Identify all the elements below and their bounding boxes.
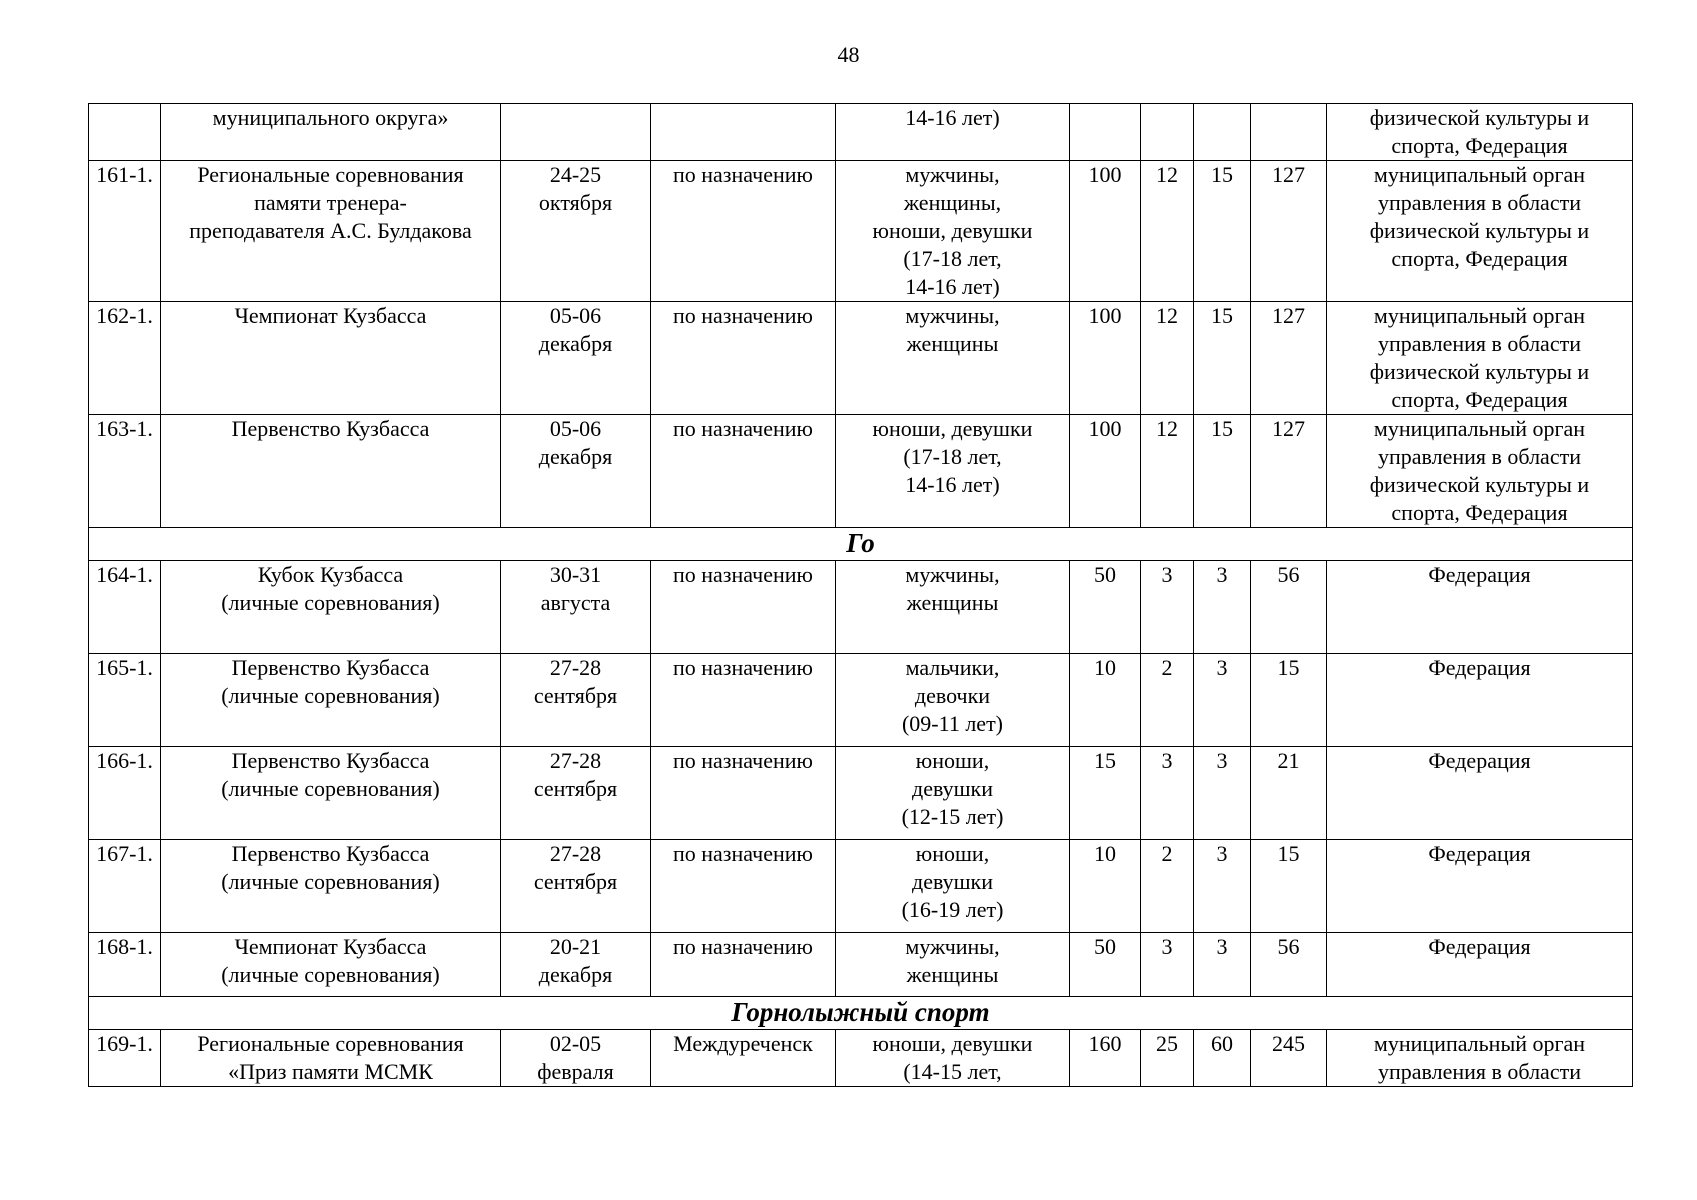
count-3 <box>1194 104 1251 161</box>
count-2: 3 <box>1141 747 1194 840</box>
count-total: 56 <box>1251 933 1327 997</box>
table-row <box>89 302 1633 415</box>
event-dates: 24-25 октября <box>501 161 651 302</box>
section-header <box>89 528 1633 561</box>
section-title: Горнолыжный спорт <box>89 997 1633 1030</box>
event-organizer: Федерация <box>1327 840 1633 933</box>
count-1: 100 <box>1070 415 1141 528</box>
events-table <box>88 103 1633 1087</box>
table-row <box>89 933 1633 997</box>
count-total: 245 <box>1251 1030 1327 1087</box>
count-total: 15 <box>1251 840 1327 933</box>
count-2: 12 <box>1141 415 1194 528</box>
event-place: Междуреченск <box>651 1030 836 1087</box>
row-number: 162-1. <box>89 302 161 415</box>
row-number: 169-1. <box>89 1030 161 1087</box>
count-1: 15 <box>1070 747 1141 840</box>
row-number: 161-1. <box>89 161 161 302</box>
event-place: по назначению <box>651 654 836 747</box>
event-participants: мальчики, девочки (09-11 лет) <box>836 654 1070 747</box>
count-2: 25 <box>1141 1030 1194 1087</box>
event-name: Первенство Кузбасса <box>161 415 501 528</box>
row-number: 168-1. <box>89 933 161 997</box>
table-row <box>89 104 1633 161</box>
count-1: 100 <box>1070 161 1141 302</box>
event-name: Региональные соревнования памяти тренера- преподавателя А.С. Булдакова <box>161 161 501 302</box>
count-2: 3 <box>1141 933 1194 997</box>
row-number <box>89 104 161 161</box>
event-participants: юноши, девушки (12-15 лет) <box>836 747 1070 840</box>
row-number: 167-1. <box>89 840 161 933</box>
count-total: 127 <box>1251 302 1327 415</box>
count-1: 10 <box>1070 840 1141 933</box>
count-3: 3 <box>1194 840 1251 933</box>
count-2: 2 <box>1141 840 1194 933</box>
count-1: 50 <box>1070 933 1141 997</box>
count-3: 60 <box>1194 1030 1251 1087</box>
event-place: по назначению <box>651 933 836 997</box>
event-dates <box>501 104 651 161</box>
row-number: 166-1. <box>89 747 161 840</box>
event-place: по назначению <box>651 561 836 654</box>
count-3: 15 <box>1194 415 1251 528</box>
section-title: Го <box>89 528 1633 561</box>
event-organizer: муниципальный орган управления в области физической культуры и спорта, Федерация <box>1327 415 1633 528</box>
event-organizer: физической культуры и спорта, Федерация <box>1327 104 1633 161</box>
table-row <box>89 840 1633 933</box>
event-name: Региональные соревнования «Приз памяти МСМК <box>161 1030 501 1087</box>
event-place: по назначению <box>651 302 836 415</box>
count-3: 3 <box>1194 747 1251 840</box>
event-organizer: Федерация <box>1327 561 1633 654</box>
row-number: 163-1. <box>89 415 161 528</box>
count-total: 15 <box>1251 654 1327 747</box>
event-organizer: муниципальный орган управления в области физической культуры и спорта, Федерация <box>1327 161 1633 302</box>
count-1: 100 <box>1070 302 1141 415</box>
count-1: 160 <box>1070 1030 1141 1087</box>
event-participants: мужчины, женщины, юноши, девушки (17-18 лет, 14-16 лет) <box>836 161 1070 302</box>
event-name: муниципального округа» <box>161 104 501 161</box>
event-participants: юноши, девушки (17-18 лет, 14-16 лет) <box>836 415 1070 528</box>
count-2: 3 <box>1141 561 1194 654</box>
event-place: по назначению <box>651 161 836 302</box>
count-3: 3 <box>1194 933 1251 997</box>
event-organizer: Федерация <box>1327 933 1633 997</box>
count-total: 127 <box>1251 161 1327 302</box>
page-number: 48 <box>837 42 860 67</box>
event-dates: 20-21 декабря <box>501 933 651 997</box>
event-name: Чемпионат Кузбасса <box>161 302 501 415</box>
event-organizer: Федерация <box>1327 654 1633 747</box>
event-place: по назначению <box>651 840 836 933</box>
event-name: Первенство Кузбасса (личные соревнования) <box>161 747 501 840</box>
table-row <box>89 161 1633 302</box>
event-dates: 27-28 сентября <box>501 654 651 747</box>
event-dates: 05-06 декабря <box>501 302 651 415</box>
event-participants: мужчины, женщины <box>836 302 1070 415</box>
count-total <box>1251 104 1327 161</box>
count-total: 56 <box>1251 561 1327 654</box>
table-row <box>89 747 1633 840</box>
count-1: 10 <box>1070 654 1141 747</box>
event-name: Чемпионат Кузбасса (личные соревнования) <box>161 933 501 997</box>
row-number: 165-1. <box>89 654 161 747</box>
row-number: 164-1. <box>89 561 161 654</box>
event-organizer: муниципальный орган управления в области <box>1327 1030 1633 1087</box>
event-dates: 30-31 августа <box>501 561 651 654</box>
table-row <box>89 1030 1633 1087</box>
count-3: 3 <box>1194 561 1251 654</box>
count-1: 50 <box>1070 561 1141 654</box>
event-name: Кубок Кузбасса (личные соревнования) <box>161 561 501 654</box>
event-place <box>651 104 836 161</box>
event-name: Первенство Кузбасса (личные соревнования) <box>161 840 501 933</box>
event-participants: мужчины, женщины <box>836 561 1070 654</box>
count-3: 15 <box>1194 302 1251 415</box>
event-dates: 02-05 февраля <box>501 1030 651 1087</box>
count-2: 12 <box>1141 161 1194 302</box>
count-2: 2 <box>1141 654 1194 747</box>
event-place: по назначению <box>651 747 836 840</box>
event-participants: 14-16 лет) <box>836 104 1070 161</box>
event-name: Первенство Кузбасса (личные соревнования) <box>161 654 501 747</box>
event-place: по назначению <box>651 415 836 528</box>
table-row <box>89 561 1633 654</box>
event-organizer: муниципальный орган управления в области физической культуры и спорта, Федерация <box>1327 302 1633 415</box>
count-total: 21 <box>1251 747 1327 840</box>
count-total: 127 <box>1251 415 1327 528</box>
event-dates: 27-28 сентября <box>501 747 651 840</box>
event-dates: 27-28 сентября <box>501 840 651 933</box>
count-2 <box>1141 104 1194 161</box>
count-3: 15 <box>1194 161 1251 302</box>
event-organizer: Федерация <box>1327 747 1633 840</box>
section-header <box>89 997 1633 1030</box>
count-3: 3 <box>1194 654 1251 747</box>
event-dates: 05-06 декабря <box>501 415 651 528</box>
table-row <box>89 654 1633 747</box>
count-1 <box>1070 104 1141 161</box>
event-participants: юноши, девушки (16-19 лет) <box>836 840 1070 933</box>
event-participants: мужчины, женщины <box>836 933 1070 997</box>
event-participants: юноши, девушки (14-15 лет, <box>836 1030 1070 1087</box>
count-2: 12 <box>1141 302 1194 415</box>
table-row <box>89 415 1633 528</box>
